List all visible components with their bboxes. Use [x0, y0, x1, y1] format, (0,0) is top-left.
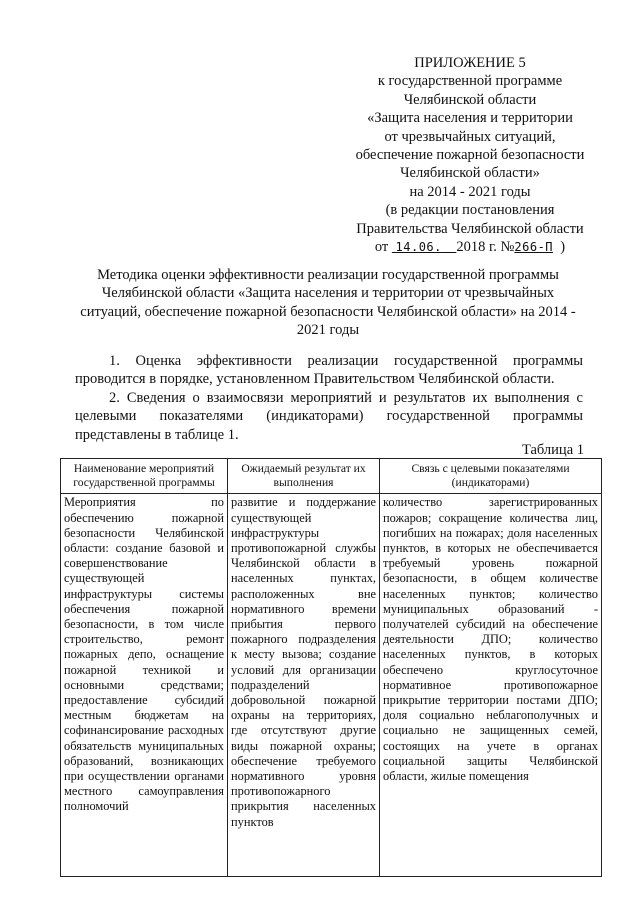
cell-indicators-text: количество зарегистрированных пожаров; сокращение количества лиц, погибших на пожарах; доля населенных пунктов, в которых не обеспечивается требуемый уровень пожарной безопасности, в общем количестве населенных пунктов; количество муниципальных образований - получателей субсидий на обеспечение деятельности ДПО; количество населенных пунктов, в которых обеспечено круглосуточное нормативное противопожарное прикрытие территории постами ДПО; доля социально неблагополучных и социально не защищенных семей, состоящих на учете в органах социальной защиты Челябинской области, жилые помещения [383, 495, 598, 784]
appendix-line: к государственной программе [377, 73, 563, 90]
table-caption: Таблица 1 [521, 442, 584, 458]
appendix-line: «Защита населения и территории [367, 110, 573, 127]
date-year: 2018 г. № [456, 239, 515, 256]
date-prefix: от [374, 239, 389, 256]
date-day-underline [392, 239, 456, 255]
cell-indicators [380, 494, 602, 877]
appendix-line: Правительства Челябинской области [356, 220, 584, 237]
appendix-header [340, 54, 600, 256]
appendix-line: (в редакции постановления [385, 202, 555, 219]
cell-expected-result [228, 494, 380, 877]
appendix-line: Челябинской области [403, 91, 537, 108]
header-indicators: Связь с целевыми показателями (индикаторами) [380, 459, 602, 494]
appendix-line: Челябинской области» [400, 165, 540, 182]
cell-measures-text: Мероприятия по обеспечению пожарной безопасности Челябинской области: создание базовой и совершенствование существующей инфраструктуры системы обеспечения пожарной безопасности, в том числе строительство, ремонт пожарных депо, оснащение пожарной техникой и основными средствами; предоставление субсидий местным бюджетам на софинансирование расходных обязательств муниципальных образований, возникающих при осуществлении органами местного самоуправления полномочий [64, 495, 224, 814]
measures-table [60, 458, 602, 877]
table-header-row [61, 459, 602, 494]
decree-date-line [340, 238, 600, 256]
header-measures: Наименование мероприятий государственной программы [61, 459, 228, 494]
appendix-line: на 2014 - 2021 годы [409, 183, 531, 200]
methodology-title: Методика оценки эффективности реализации государственной программы Челябинской области «Защита населения и территории от чрезвычайных ситуаций, обеспечение пожарной безопасности Челябинской области» на 2014 - 2021 годы [80, 267, 576, 339]
paragraph-2: 2. Сведения о взаимосвязи мероприятий и результатов их выполнения с целевыми показателями (индикаторами) государственной программы представлены в таблице 1. [75, 390, 583, 443]
cell-measures [61, 494, 228, 877]
table-row [61, 494, 602, 877]
appendix-line: обеспечение пожарной безопасности [355, 147, 585, 164]
cell-expected-result-text: развитие и поддержание существующей инфраструктуры противопожарной службы Челябинской области в населенных пунктах, расположенных вне нормативного времени прибытия первого пожарного подразделения к месту вызова; создание условий для организации подразделений добровольной пожарной охраны на территориях, где отсутствуют другие виды пожарной охраны; обеспечение требуемого нормативного уровня противопожарного прикрытия населенных пунктов [231, 495, 376, 829]
handwritten-date: 14.06. [395, 240, 442, 255]
appendix-line: от чрезвычайных ситуаций, [384, 128, 556, 145]
handwritten-number: 266-П [514, 240, 554, 255]
header-expected-result: Ожидаемый результат их выполнения [228, 459, 380, 494]
appendix-line: ПРИЛОЖЕНИЕ 5 [414, 55, 526, 71]
date-suffix: ) [560, 239, 566, 256]
paragraph-1: 1. Оценка эффективности реализации государственной программы проводится в порядке, установленном Правительством Челябинской области. [75, 353, 583, 388]
